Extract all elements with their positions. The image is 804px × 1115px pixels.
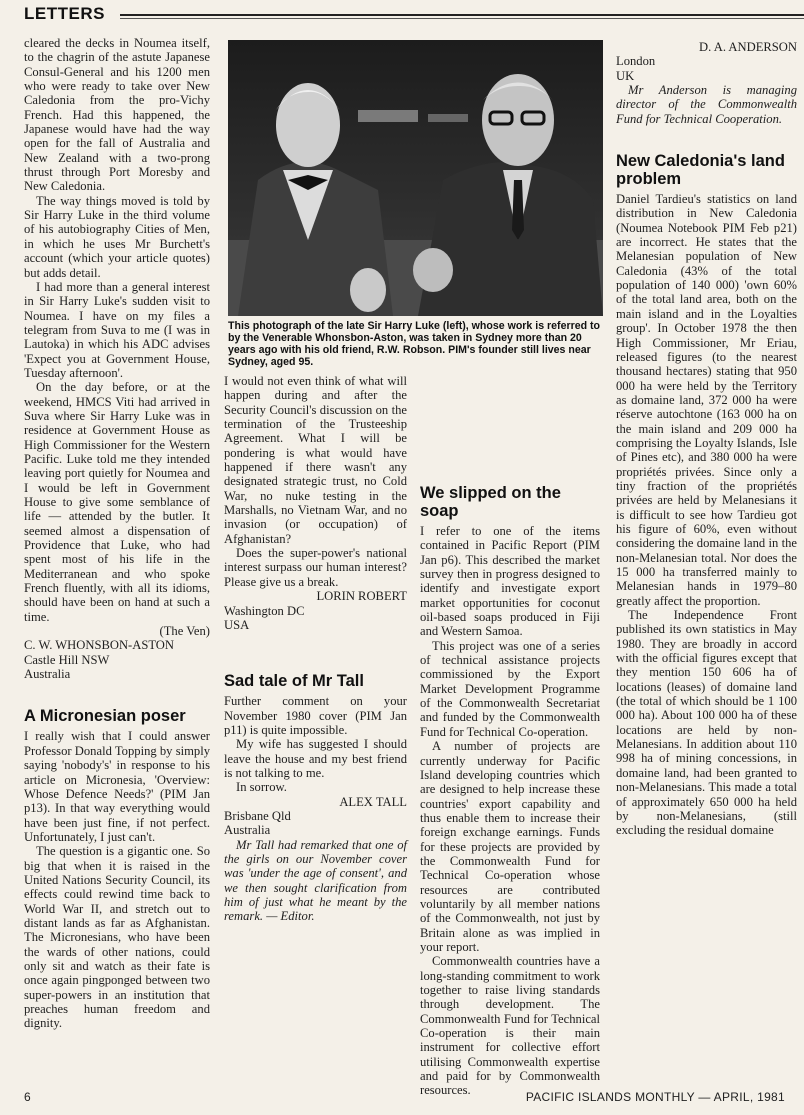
letter4-heading: We slipped on the soap xyxy=(420,484,561,520)
letter3-editor-note: Mr Tall had remarked that one of the girls on our November cover was 'under the age of consent', and we then sought clarification from him of just what he meant by the remark. — Editor. xyxy=(224,837,407,924)
column-3-spacer xyxy=(420,374,600,484)
letter2-paragraph: I really wish that I could answer Professor Donald Topping by simply saying 'nobody's' in response to his article on Micronesia, 'Overview: Whose Defence Needs?' (PIM Jan p13). In that way everything would have been just fine, if not perfect. Unfortunately, I just can't. xyxy=(24,729,210,844)
letter1-paragraph: cleared the decks in Noumea itself, to the chagrin of the astute Japanese Consul-General and his 1200 men who were ready to take over New Caledonia from the pro-Vichy French. Had this happened, the Japanese would have had the way open for the fall of Australia and New Zealand with a two-prong thrust through Port Moresby and New Caledonia. xyxy=(24,36,210,194)
letter3-sign-country: Australia xyxy=(224,823,271,838)
column-4 xyxy=(616,40,797,1080)
column-3 xyxy=(420,374,600,1098)
letter5-paragraph: The Independence Front published its own statistics in May 1980. They are broadly in accord with the official figures except that they mention 150 606 ha of locations (leases) of domaine land (the total of which should be 1 100 000 ha). About 100 000 ha of these locations are held by non-Melanesians. In addition about 110 998 ha of mining concessions, in domaine land, had been granted to non-Melanesians. This made a total of approximately 650 000 ha held by non-Melanesians, (still excluding the residual domaine xyxy=(616,608,797,838)
letter2-sign-name: LORIN ROBERT xyxy=(316,589,407,604)
letter1-paragraph: The way things moved is told by Sir Harry Luke in the third volume of his autobiography Cities of Men, in which he uses Mr Burchett's account (which your article quotes) but adds detail. xyxy=(24,193,210,280)
column-2 xyxy=(224,374,407,1079)
letter3-paragraph: In sorrow. xyxy=(236,780,287,795)
letter4-sign-place: London xyxy=(616,54,656,69)
column-1 xyxy=(24,36,210,1080)
letter4-paragraph: Commonwealth countries have a long-standing commitment to work together to raise living standards through development. The Commonwealth Fund for Technical Co-operation is their main instrument for collective effort utilising Commonwealth expertise and paid for by Commonwealth resources. xyxy=(420,954,600,1098)
letter1-sign-name: C. W. WHONSBON-ASTON xyxy=(24,638,174,653)
letter1-sign-place: Castle Hill NSW xyxy=(24,652,110,667)
header-rule-thin xyxy=(120,18,804,19)
magazine-issue: PACIFIC ISLANDS MONTHLY — APRIL, 1981 xyxy=(525,1090,785,1104)
letter2-heading: A Micronesian poser xyxy=(24,707,186,726)
letter4-paragraph: I refer to one of the items contained in Pacific Report (PIM Jan p6). This described the market survey then in progress designed to identify and investigate export market opportunities for coconut oil-based soaps produced in Fiji and Western Samoa. xyxy=(420,524,600,639)
section-title: LETTERS xyxy=(24,4,105,23)
letter5-paragraph: Daniel Tardieu's statistics on land distribution in New Caledonia (Noumea Notebook PIM Feb p21) are incorrect. He states that the Melanesian population of New Caledonia (43% of the total population of 140 000) 'own 60% of the total land area, both on the main island and in the Loyalties group'. In October 1978 the then High Commissioner, Mr Eriau, released figures (to the nearest thousand hectares) stating that 950 000 ha were held by the Territory as domaine land, 372 000 ha were réserve autochtone (163 000 ha on the main island and 209 000 ha comprising the Loyalty Islands, Isle of Pines etc), and 380 000 ha were propriétés privées. Since only a tiny fraction of the propriétés privées are held by Melanesians it is difficult to see how Tardieu got his figure of 60%, even without considering the domaine land in the non-Melanesian total. Nor does the 15 000 ha transferred mainly to Melanesian hands in 1979–80 greatly affect the proportion. xyxy=(616,192,797,608)
letter4-sign-name: D. A. ANDERSON xyxy=(699,40,797,54)
photo-caption: This photograph of the late Sir Harry Luke (left), whose work is referred to by the Venerable Whonsbon-Aston, was taken in Sydney more than 20 years ago with his old friend, R.W. Robson. PIM's founder still lives near Sydney, aged 95. xyxy=(228,320,601,369)
letter1-paragraph: On the day before, or at the weekend, HMCS Viti had arrived in Suva where Sir Harry Luke was in residence at Government House as High Commissioner for the Western Pacific. Luke told me they intended leaving port quietly for Noumea and I would be left in Government House to give some semblance of life — attended by the butler. It seemed almost a dispensation of Providence that Luke, who had spent most of his life in the Mediterranean and who spoke French fluently, with all its idioms, should have been on hand at such a time. xyxy=(24,380,210,624)
letter2-sign-place: Washington DC xyxy=(224,603,305,618)
letter1-paragraph: I had more than a general interest in Sir Harry Luke's sudden visit to Noumea. I have on my files a telegram from Suva to me (I was in Lautoka) in which his ADC advises 'Expect you at Government House, Tuesday afternoon'. xyxy=(24,279,210,380)
section-header xyxy=(24,4,804,26)
letter3-paragraph: My wife has suggested I should leave the house and my best friend is not talking to me. xyxy=(224,737,407,780)
letter3-heading: Sad tale of Mr Tall xyxy=(224,672,364,691)
letter4-paragraph: This project was one of a series of technical assistance projects commissioned by the Export Market Development Programme of the Commonwealth Secretariat and funded by the Commonwealth Fund for Technical Co-operation. xyxy=(420,638,600,739)
letter2-paragraph: I would not even think of what will happen during and after the Security Council's discussion on the termination of the Trusteeship Agreement. What I will be pondering is what would have happened if there wasn't any designated strategic trust, no Cold War, no nuke testing in the Marshalls, no Vietnam War, and no invasion (or occupation) of Afghanistan? xyxy=(224,374,407,546)
letter4-paragraph: A number of projects are currently underway for Pacific Island developing countries which are designed to help increase these countries' export capability and thus enable them to increase their foreign exchange earnings. Funds for these projects are provided by the Commonwealth Fund for Technical Co-operation whose resources are contributed voluntarily by all member nations of the Commonwealth, not just by Britain alone as was implied in your report. xyxy=(420,739,600,954)
letter2-paragraph: The question is a gigantic one. So big that when it is raised in the United Nations Security Council, its effects could rewind time back to World War II, and stretch out to distant lands as far as Afghanistan. The Micronesians, who have been the wards of other nations, could only sit and watch as their fate is once again pingponged between two super-powers in an institution that preaches human freedom and dignity. xyxy=(24,844,210,1031)
letter4-editor-note: Mr Anderson is managing director of the Commonwealth Fund for Technical Cooperation. xyxy=(616,83,797,126)
letter3-sign-name: ALEX TALL xyxy=(339,794,407,809)
page-footer xyxy=(24,1090,785,1108)
letter4-sign-country: UK xyxy=(616,68,635,83)
photo-harry-luke-and-robson xyxy=(228,40,603,316)
page-number: 6 xyxy=(24,1090,31,1104)
letter2-paragraph: Does the super-power's national interest surpass our human interest? Please give us a break. xyxy=(224,546,407,589)
letter3-sign-place: Brisbane Qld xyxy=(224,808,291,823)
header-rule xyxy=(120,14,804,16)
photo-image xyxy=(228,40,603,316)
letter5-heading: New Caledonia's land problem xyxy=(616,152,785,189)
letter2-sign-country: USA xyxy=(224,617,250,632)
letter3-paragraph: Further comment on your November 1980 cover (PIM Jan p11) is quite impossible. xyxy=(224,694,407,737)
letter1-sign-title: (The Ven) xyxy=(159,624,210,639)
letter1-sign-country: Australia xyxy=(24,667,71,682)
